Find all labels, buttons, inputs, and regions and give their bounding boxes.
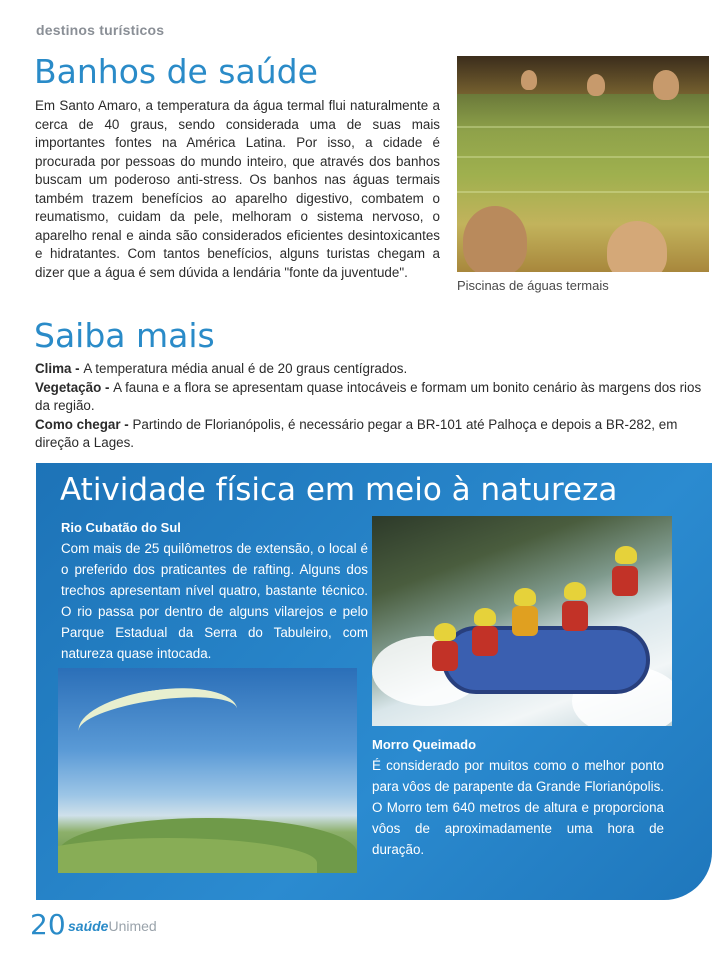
- pool-photo-caption: Piscinas de águas termais: [457, 278, 609, 293]
- magazine-name: saúdeUnimed: [68, 918, 157, 934]
- section-tag: destinos turísticos: [36, 22, 165, 38]
- info-como-chegar: Como chegar - Partindo de Florianópolis, é necessário pegar a BR-101 até Palhoça e depois a BR-282, em direção a Lages.: [35, 416, 678, 450]
- saiba-mais-title: Saiba mais: [34, 316, 215, 355]
- activity-title: Atividade física em meio à natureza: [60, 472, 618, 508]
- rio-cubatao-heading: Rio Cubatão do Sul: [61, 520, 181, 535]
- info-clima: Clima - A temperatura média anual é de 20 graus centígrados.: [35, 361, 408, 376]
- thermal-pool-photo: [457, 56, 709, 272]
- morro-queimado-heading: Morro Queimado: [372, 737, 477, 752]
- saiba-mais-body: [35, 360, 705, 453]
- banhos-body: Em Santo Amaro, a temperatura da água termal flui naturalmente a cerca de 40 graus, sendo considerada uma de suas mais importantes fontes na América Latina. Por isso, a cidade é procurada por pessoas do mundo inteiro, que através dos banhos buscam um poderoso anti-stress. Os banhos nas águas termais também trazem benefícios ao aparelho digestivo, combatem o reumatismo, cuidam da pele, melhoram o sistema nervoso, o aparelho renal e ainda são considerados eficientes desintoxicantes e hidratantes. Com tantos benefícios, alguns turistas chegam a dizer que a água é sem dúvida a lendária "fonte da juventude".: [35, 98, 440, 280]
- page-number: 20: [30, 908, 66, 941]
- rafting-photo: [372, 516, 672, 726]
- paragliding-photo: [58, 668, 357, 873]
- morro-queimado-body: É considerado por muitos como o melhor ponto para vôos de parapente da Grande Florianópolis. O Morro tem 640 metros de altura e proporciona vôos de aproximadamente uma hora de duração.: [372, 758, 664, 857]
- banhos-title: Banhos de saúde: [34, 52, 318, 91]
- info-vegetacao: Vegetação - A fauna e a flora se apresentam quase intocáveis e formam um bonito cenário às margens dos rios da região.: [35, 379, 702, 413]
- rio-cubatao-body: Com mais de 25 quilômetros de extensão, o local é o preferido dos praticantes de rafting. Alguns dos trechos apresentam nível quatro, bastante técnico. O rio passa por dentro de alguns vilarejos e pelo Parque Estadual da Serra do Tabuleiro, com natureza quase intocada.: [61, 541, 368, 661]
